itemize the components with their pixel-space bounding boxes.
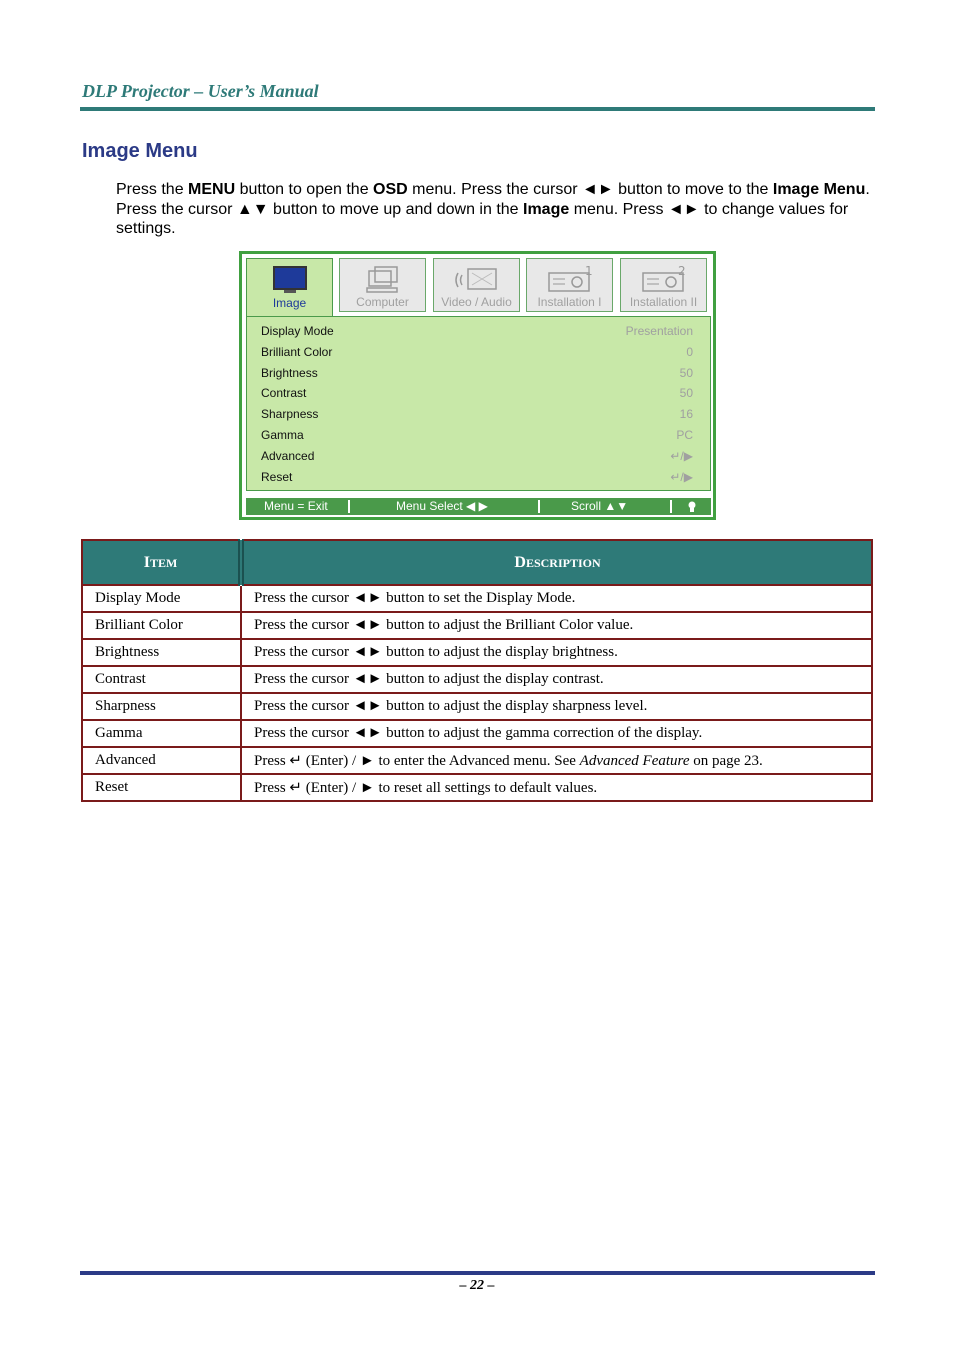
description-cell: Press the cursor ◄► button to adjust the display brightness. (241, 639, 872, 666)
tab-label-installation-1: Installation I (537, 295, 602, 309)
intro-paragraph: Press the MENU button to open the OSD menu. Press the cursor ◄► button to move to the Image Menu. Press the cursor ▲▼ button to move up and down in the Image menu. Press ◄► to change values for settings. (116, 181, 870, 237)
osd-hint-scroll: Scroll ▲▼ (571, 499, 629, 513)
tab-label-computer: Computer (356, 295, 409, 309)
osd-row-brilliant-color[interactable]: Brilliant Color 0 (261, 345, 693, 359)
item-cell: Gamma (82, 720, 241, 747)
video-audio-icon (452, 265, 502, 295)
column-header-description: DESCRIPTION (241, 540, 872, 585)
description-cell: Press the cursor ◄► button to adjust the display sharpness level. (241, 693, 872, 720)
table-row (82, 774, 872, 801)
osd-row-brightness[interactable]: Brightness 50 (261, 366, 693, 380)
item-cell: Contrast (82, 666, 241, 693)
osd-hint-menu-exit: Menu = Exit (264, 499, 328, 513)
tab-label-image: Image (272, 296, 307, 310)
tab-image[interactable] (246, 258, 333, 318)
osd-status-bar (246, 498, 711, 515)
osd-row-display-mode[interactable]: Display Mode Presentation (261, 324, 693, 338)
cross-reference-advanced-feature: Advanced Feature (579, 753, 690, 769)
item-cell: Reset (82, 774, 241, 801)
description-cell: Press ↵ (Enter) / ► to enter the Advanced menu. See Advanced Feature on page 23. (241, 747, 872, 774)
description-cell: Press the cursor ◄► button to adjust the display contrast. (241, 666, 872, 693)
osd-row-contrast[interactable]: Contrast 50 (261, 386, 693, 400)
table-row (82, 747, 872, 774)
tab-installation-2[interactable] (620, 258, 707, 312)
lightbulb-icon (687, 501, 697, 513)
projector-2-icon (639, 265, 689, 295)
svg-text:1: 1 (584, 265, 593, 278)
page-number: – 22 – (459, 1278, 495, 1293)
item-cell: Brightness (82, 639, 241, 666)
footer-rule (80, 1271, 875, 1275)
section-title: Image Menu (82, 140, 198, 162)
column-header-item: ITEM (82, 540, 241, 585)
tab-label-video-audio: Video / Audio (441, 295, 512, 309)
image-menu-table (81, 539, 873, 802)
svg-text:2: 2 (677, 265, 686, 278)
monitor-icon (272, 265, 308, 295)
osd-hint-menu-select: Menu Select ◀ ▶ (396, 499, 488, 513)
osd-bar-divider (670, 500, 672, 513)
table-row (82, 693, 872, 720)
item-cell: Brilliant Color (82, 612, 241, 639)
description-cell: Press ↵ (Enter) / ► to reset all settings to default values. (241, 774, 872, 801)
tab-label-installation-2: Installation II (629, 295, 698, 309)
osd-image-menu (239, 251, 716, 520)
table-header-row (82, 540, 872, 585)
table-row (82, 666, 872, 693)
osd-row-sharpness[interactable]: Sharpness 16 (261, 407, 693, 421)
osd-bar-divider (348, 500, 350, 513)
description-cell: Press the cursor ◄► button to adjust the gamma correction of the display. (241, 720, 872, 747)
table-row (82, 720, 872, 747)
table-row (82, 639, 872, 666)
computer-icon (361, 265, 405, 295)
osd-row-advanced[interactable]: Advanced ↵/▶ (261, 449, 693, 463)
description-cell: Press the cursor ◄► button to set the Display Mode. (241, 585, 872, 612)
manual-title: DLP Projector – User’s Manual (82, 81, 319, 101)
tab-installation-1[interactable] (526, 258, 613, 312)
description-cell: Press the cursor ◄► button to adjust the Brilliant Color value. (241, 612, 872, 639)
tab-computer[interactable] (339, 258, 426, 312)
item-cell: Display Mode (82, 585, 241, 612)
table-row (82, 585, 872, 612)
osd-row-reset[interactable]: Reset ↵/▶ (261, 470, 693, 484)
projector-1-icon (545, 265, 595, 295)
table-row (82, 612, 872, 639)
item-cell: Sharpness (82, 693, 241, 720)
header-rule (80, 107, 875, 111)
tab-video-audio[interactable] (433, 258, 520, 312)
item-cell: Advanced (82, 747, 241, 774)
osd-menu-panel (246, 316, 711, 491)
osd-row-gamma[interactable]: Gamma PC (261, 428, 693, 442)
osd-bar-divider (538, 500, 540, 513)
